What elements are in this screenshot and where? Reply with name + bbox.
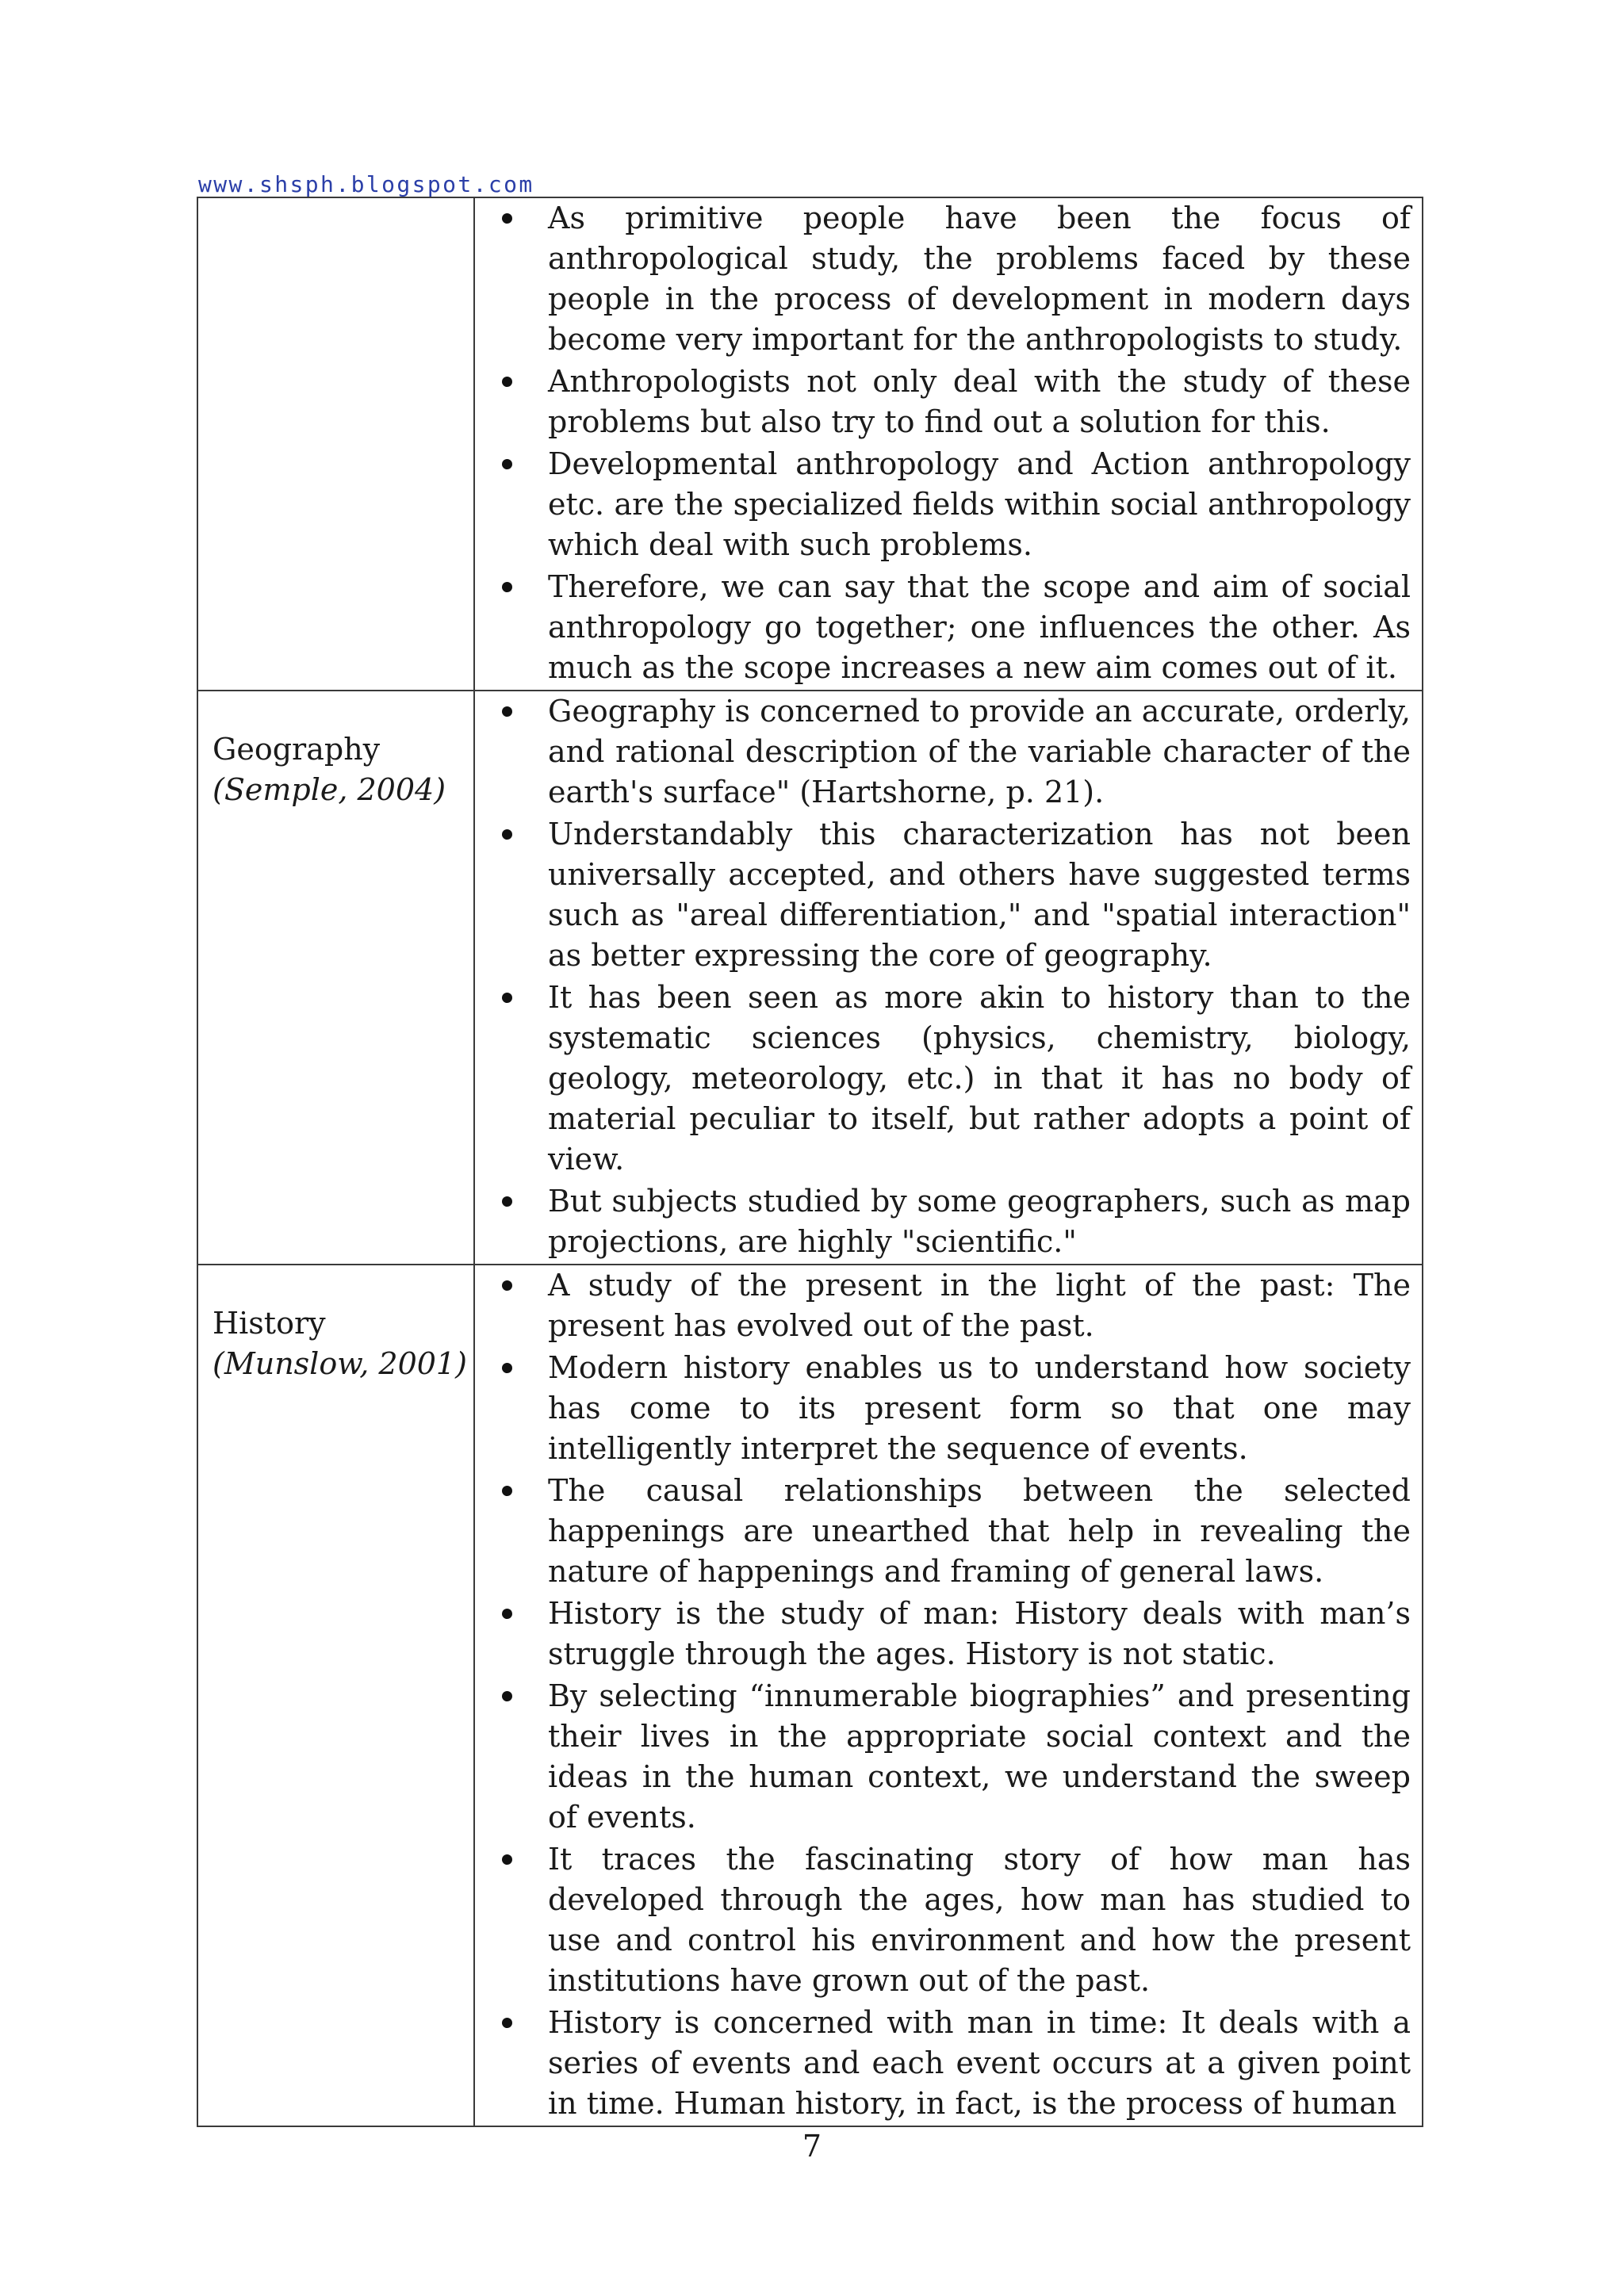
bullet-list <box>475 1265 1422 2124</box>
subject-cell <box>197 1265 474 2126</box>
subject-cell <box>197 691 474 1265</box>
subject-citation: (Semple, 2004) <box>213 772 446 807</box>
table-row <box>197 197 1423 691</box>
bullet-item: The causal relationships between the selected happenings are unearthed that help in revealing the nature of happenings and framing of general laws. <box>475 1471 1422 1592</box>
bullets-cell <box>474 197 1423 691</box>
bullet-item: Developmental anthropology and Action anthropology etc. are the specialized fields within social anthropology which deal with such problems. <box>475 444 1422 565</box>
bullets-cell <box>474 1265 1423 2126</box>
table-row <box>197 691 1423 1265</box>
bullet-item: History is concerned with man in time: It deals with a series of events and each event occurs at a given point in time. Human history, in fact, is the process of human <box>475 2003 1422 2124</box>
bullet-item: Modern history enables us to understand how society has come to its present form so that one may intelligently interpret the sequence of events. <box>475 1348 1422 1469</box>
subject-label: Geography <box>213 732 381 767</box>
bullet-item: As primitive people have been the focus of anthropological study, the problems faced by these people in the process of development in modern days become very important for the anthropologists to study. <box>475 198 1422 360</box>
subject-cell <box>197 197 474 691</box>
site-link[interactable]: www.shsph.blogspot.com <box>198 171 534 197</box>
bullet-list <box>475 691 1422 1262</box>
content-table <box>197 197 1423 2127</box>
table-body <box>197 197 1423 2126</box>
subject-label: History <box>213 1306 326 1341</box>
bullet-item: But subjects studied by some geographers, such as map projections, are highly "scientific." <box>475 1181 1422 1262</box>
bullet-item: Therefore, we can say that the scope and aim of social anthropology go together; one influences the other. As much as the scope increases a new aim comes out of it. <box>475 567 1422 688</box>
bullet-item: History is the study of man: History deals with man’s struggle through the ages. History is not static. <box>475 1594 1422 1674</box>
bullet-item: Anthropologists not only deal with the study of these problems but also try to find out a solution for this. <box>475 362 1422 442</box>
bullets-cell <box>474 691 1423 1265</box>
bullet-item: Geography is concerned to provide an accurate, orderly, and rational description of the variable character of the earth's surface" (Hartshorne, p. 21). <box>475 691 1422 813</box>
subject-citation: (Munslow, 2001) <box>213 1346 467 1381</box>
bullet-item: It has been seen as more akin to history than to the systematic sciences (physics, chemistry, biology, geology, meteorology, etc.) in that it has no body of material peculiar to itself, but rather adopts a point of view. <box>475 978 1422 1180</box>
bullet-item: A study of the present in the light of the past: The present has evolved out of the past. <box>475 1265 1422 1346</box>
page-number: 7 <box>802 2129 822 2164</box>
bullet-item: By selecting “innumerable biographies” and presenting their lives in the appropriate social context and the ideas in the human context, we understand the sweep of events. <box>475 1676 1422 1838</box>
table-row <box>197 1265 1423 2126</box>
bullet-item: It traces the fascinating story of how man has developed through the ages, how man has studied to use and control his environment and how the present institutions have grown out of the past. <box>475 1839 1422 2001</box>
bullet-list <box>475 198 1422 688</box>
bullet-item: Understandably this characterization has not been universally accepted, and others have suggested terms such as "areal differentiation," and "spatial interaction" as better expressing the core of geography. <box>475 814 1422 976</box>
